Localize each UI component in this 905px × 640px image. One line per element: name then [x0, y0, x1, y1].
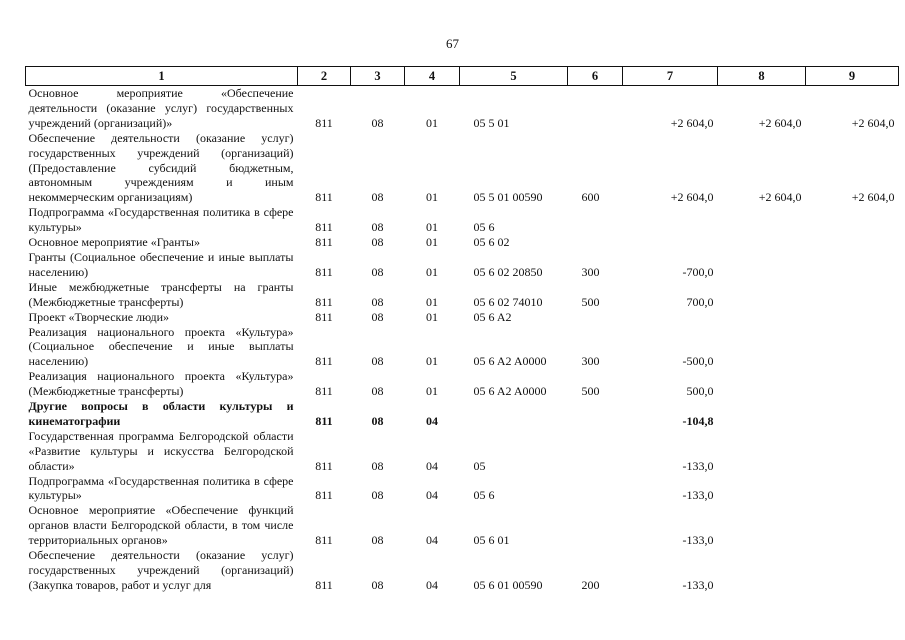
table-row: [26, 86, 899, 131]
target-article-cell: 05 6 02: [473, 235, 510, 250]
amount-cell: +2 604,0: [670, 190, 714, 205]
amount-cell: [806, 399, 899, 429]
amount-cell: [806, 250, 899, 280]
target-article-cell: 05 5 01: [473, 115, 510, 130]
amount-cell: [806, 325, 899, 370]
amount-cell: [623, 310, 718, 325]
table-row: [26, 325, 899, 370]
amount-cell: [806, 369, 899, 399]
table-body: [26, 86, 899, 593]
section-cell: 08: [371, 533, 384, 548]
amount-cell: 500,0: [686, 384, 714, 399]
amount-cell: [718, 548, 806, 593]
expense-type-cell: [568, 399, 623, 429]
column-header: 2: [298, 67, 351, 86]
section-cell: 08: [371, 190, 384, 205]
amount-cell: +2 604,0: [758, 115, 802, 130]
column-header: 5: [460, 67, 568, 86]
table-row: [26, 131, 899, 206]
expense-type-cell: 500: [581, 294, 600, 309]
section-cell: 08: [371, 384, 384, 399]
amount-cell: -700,0: [682, 264, 714, 279]
column-header: 7: [623, 67, 718, 86]
section-cell: 08: [371, 264, 384, 279]
ministry-code-cell: 811: [315, 294, 333, 309]
amount-cell: [806, 474, 899, 504]
table-row: [26, 310, 899, 325]
description-cell: Основное мероприятие «Гранты»: [28, 235, 200, 250]
expense-type-cell: [568, 503, 623, 548]
subsection-cell: 01: [426, 115, 438, 130]
subsection-cell: 01: [426, 264, 438, 279]
amount-cell: -133,0: [682, 458, 714, 473]
amount-cell: 700,0: [686, 294, 714, 309]
section-cell: 08: [371, 577, 384, 592]
target-article-cell: 05 6 01 00590: [473, 577, 543, 592]
amount-cell: [718, 280, 806, 310]
amount-cell: [806, 205, 899, 235]
amount-cell: [806, 503, 899, 548]
target-article-cell: 05 6 A2: [473, 309, 512, 324]
target-article-cell: 05 6 01: [473, 533, 510, 548]
section-cell: 08: [371, 115, 384, 130]
amount-cell: [623, 205, 718, 235]
amount-cell: [806, 280, 899, 310]
description-cell: Гранты (Социальное обеспечение и иные выплаты населению): [28, 249, 294, 279]
table-row: [26, 205, 899, 235]
amount-cell: +2 604,0: [851, 190, 895, 205]
amount-cell: [806, 548, 899, 593]
description-cell: Обеспечение деятельности (оказание услуг) государственных учреждений (организаций) (Закупка товаров, работ и услуг для: [28, 548, 294, 592]
description-cell: Подпрограмма «Государственная политика в сфере культуры»: [28, 205, 294, 235]
amount-cell: [718, 325, 806, 370]
subsection-cell: 01: [426, 220, 438, 235]
column-header: 3: [351, 67, 405, 86]
column-header: 9: [806, 67, 899, 86]
subsection-cell: 01: [426, 309, 438, 324]
description-cell: Обеспечение деятельности (оказание услуг) государственных учреждений (организаций) (Предоставление субсидий бюджетным, автономным учреждениям и иным некоммерческим организациям): [28, 130, 294, 205]
description-cell: Основное мероприятие «Обеспечение функций органов власти Белгородской области, в том числе территориальных органов»: [28, 503, 294, 548]
ministry-code-cell: 811: [315, 577, 333, 592]
table-row: [26, 369, 899, 399]
table-row: [26, 399, 899, 429]
target-article-cell: 05 6: [473, 488, 495, 503]
subsection-cell: 01: [426, 354, 438, 369]
subsection-cell: 04: [426, 533, 438, 548]
amount-cell: -104,8: [682, 413, 714, 428]
target-article-cell: [460, 399, 568, 429]
target-article-cell: 05 6 A2 A0000: [473, 354, 547, 369]
subsection-cell: 01: [426, 384, 438, 399]
expense-type-cell: [568, 235, 623, 250]
subsection-cell: 01: [426, 294, 438, 309]
amount-cell: [718, 250, 806, 280]
section-cell: 08: [371, 488, 384, 503]
budget-table: [25, 66, 899, 593]
subsection-cell: 04: [426, 458, 438, 473]
target-article-cell: 05 6 02 74010: [473, 294, 543, 309]
expense-type-cell: [568, 205, 623, 235]
target-article-cell: 05 6 A2 A0000: [473, 384, 547, 399]
description-cell: Подпрограмма «Государственная политика в сфере культуры»: [28, 473, 294, 503]
subsection-cell: 04: [426, 488, 438, 503]
page-number: 67: [446, 36, 459, 51]
amount-cell: [718, 235, 806, 250]
ministry-code-cell: 811: [315, 220, 333, 235]
amount-cell: -500,0: [682, 354, 714, 369]
column-header: 6: [568, 67, 623, 86]
table-row: [26, 474, 899, 504]
expense-type-cell: 600: [581, 190, 600, 205]
expense-type-cell: [568, 429, 623, 474]
amount-cell: [718, 399, 806, 429]
target-article-cell: 05 6 02 20850: [473, 264, 543, 279]
expense-type-cell: 300: [581, 264, 600, 279]
target-article-cell: 05 6: [473, 220, 495, 235]
amount-cell: [718, 503, 806, 548]
header-row: [26, 67, 899, 86]
column-header: 8: [718, 67, 806, 86]
column-header: 4: [405, 67, 460, 86]
subsection-cell: 04: [426, 413, 438, 428]
column-header: 1: [26, 67, 298, 86]
ministry-code-cell: 811: [315, 115, 333, 130]
amount-cell: [718, 474, 806, 504]
table-row: [26, 429, 899, 474]
subsection-cell: 04: [426, 577, 438, 592]
amount-cell: [806, 235, 899, 250]
table-row: [26, 280, 899, 310]
expense-type-cell: [568, 310, 623, 325]
description-cell: Реализация национального проекта «Культура» (Межбюджетные трансферты): [28, 369, 294, 399]
ministry-code-cell: 811: [315, 533, 333, 548]
ministry-code-cell: 811: [315, 309, 333, 324]
amount-cell: [718, 429, 806, 474]
subsection-cell: 01: [426, 190, 438, 205]
ministry-code-cell: 811: [315, 488, 333, 503]
amount-cell: -133,0: [682, 533, 714, 548]
amount-cell: [718, 369, 806, 399]
description-cell: Реализация национального проекта «Культура» (Социальное обеспечение и иные выплаты населению): [28, 324, 294, 369]
ministry-code-cell: 811: [315, 354, 333, 369]
table-row: [26, 250, 899, 280]
table-row: [26, 235, 899, 250]
ministry-code-cell: 811: [315, 384, 333, 399]
table-row: [26, 548, 899, 593]
expense-type-cell: [568, 474, 623, 504]
section-cell: 08: [371, 220, 384, 235]
expense-type-cell: 500: [581, 384, 600, 399]
section-cell: 08: [371, 413, 384, 428]
expense-type-cell: 300: [581, 354, 600, 369]
section-cell: 08: [371, 294, 384, 309]
section-cell: 08: [371, 354, 384, 369]
description-cell: Основное мероприятие «Обеспечение деятельности (оказание услуг) государственных учреждений (организаций)»: [28, 86, 294, 130]
expense-type-cell: 200: [581, 577, 600, 592]
amount-cell: [806, 429, 899, 474]
table-row: [26, 503, 899, 548]
section-cell: 08: [371, 309, 384, 324]
ministry-code-cell: 811: [315, 235, 333, 250]
ministry-code-cell: 811: [315, 190, 333, 205]
description-cell: Государственная программа Белгородской области «Развитие культуры и искусства Белгородской области»: [28, 428, 294, 473]
amount-cell: [806, 310, 899, 325]
amount-cell: [718, 205, 806, 235]
section-cell: 08: [371, 235, 384, 250]
amount-cell: +2 604,0: [670, 115, 714, 130]
amount-cell: [718, 310, 806, 325]
ministry-code-cell: 811: [315, 413, 333, 428]
ministry-code-cell: 811: [315, 264, 333, 279]
description-cell: Проект «Творческие люди»: [28, 309, 170, 324]
description-cell: Другие вопросы в области культуры и кинематографии: [28, 399, 294, 428]
target-article-cell: 05 5 01 00590: [473, 190, 543, 205]
section-cell: 08: [371, 458, 384, 473]
ministry-code-cell: 811: [315, 458, 333, 473]
expense-type-cell: [568, 86, 623, 131]
description-cell: Иные межбюджетные трансферты на гранты (Межбюджетные трансферты): [28, 279, 294, 309]
subsection-cell: 01: [426, 235, 438, 250]
amount-cell: -133,0: [682, 577, 714, 592]
amount-cell: +2 604,0: [758, 190, 802, 205]
target-article-cell: 05: [473, 458, 486, 473]
amount-cell: [623, 235, 718, 250]
amount-cell: +2 604,0: [851, 115, 895, 130]
amount-cell: -133,0: [682, 488, 714, 503]
